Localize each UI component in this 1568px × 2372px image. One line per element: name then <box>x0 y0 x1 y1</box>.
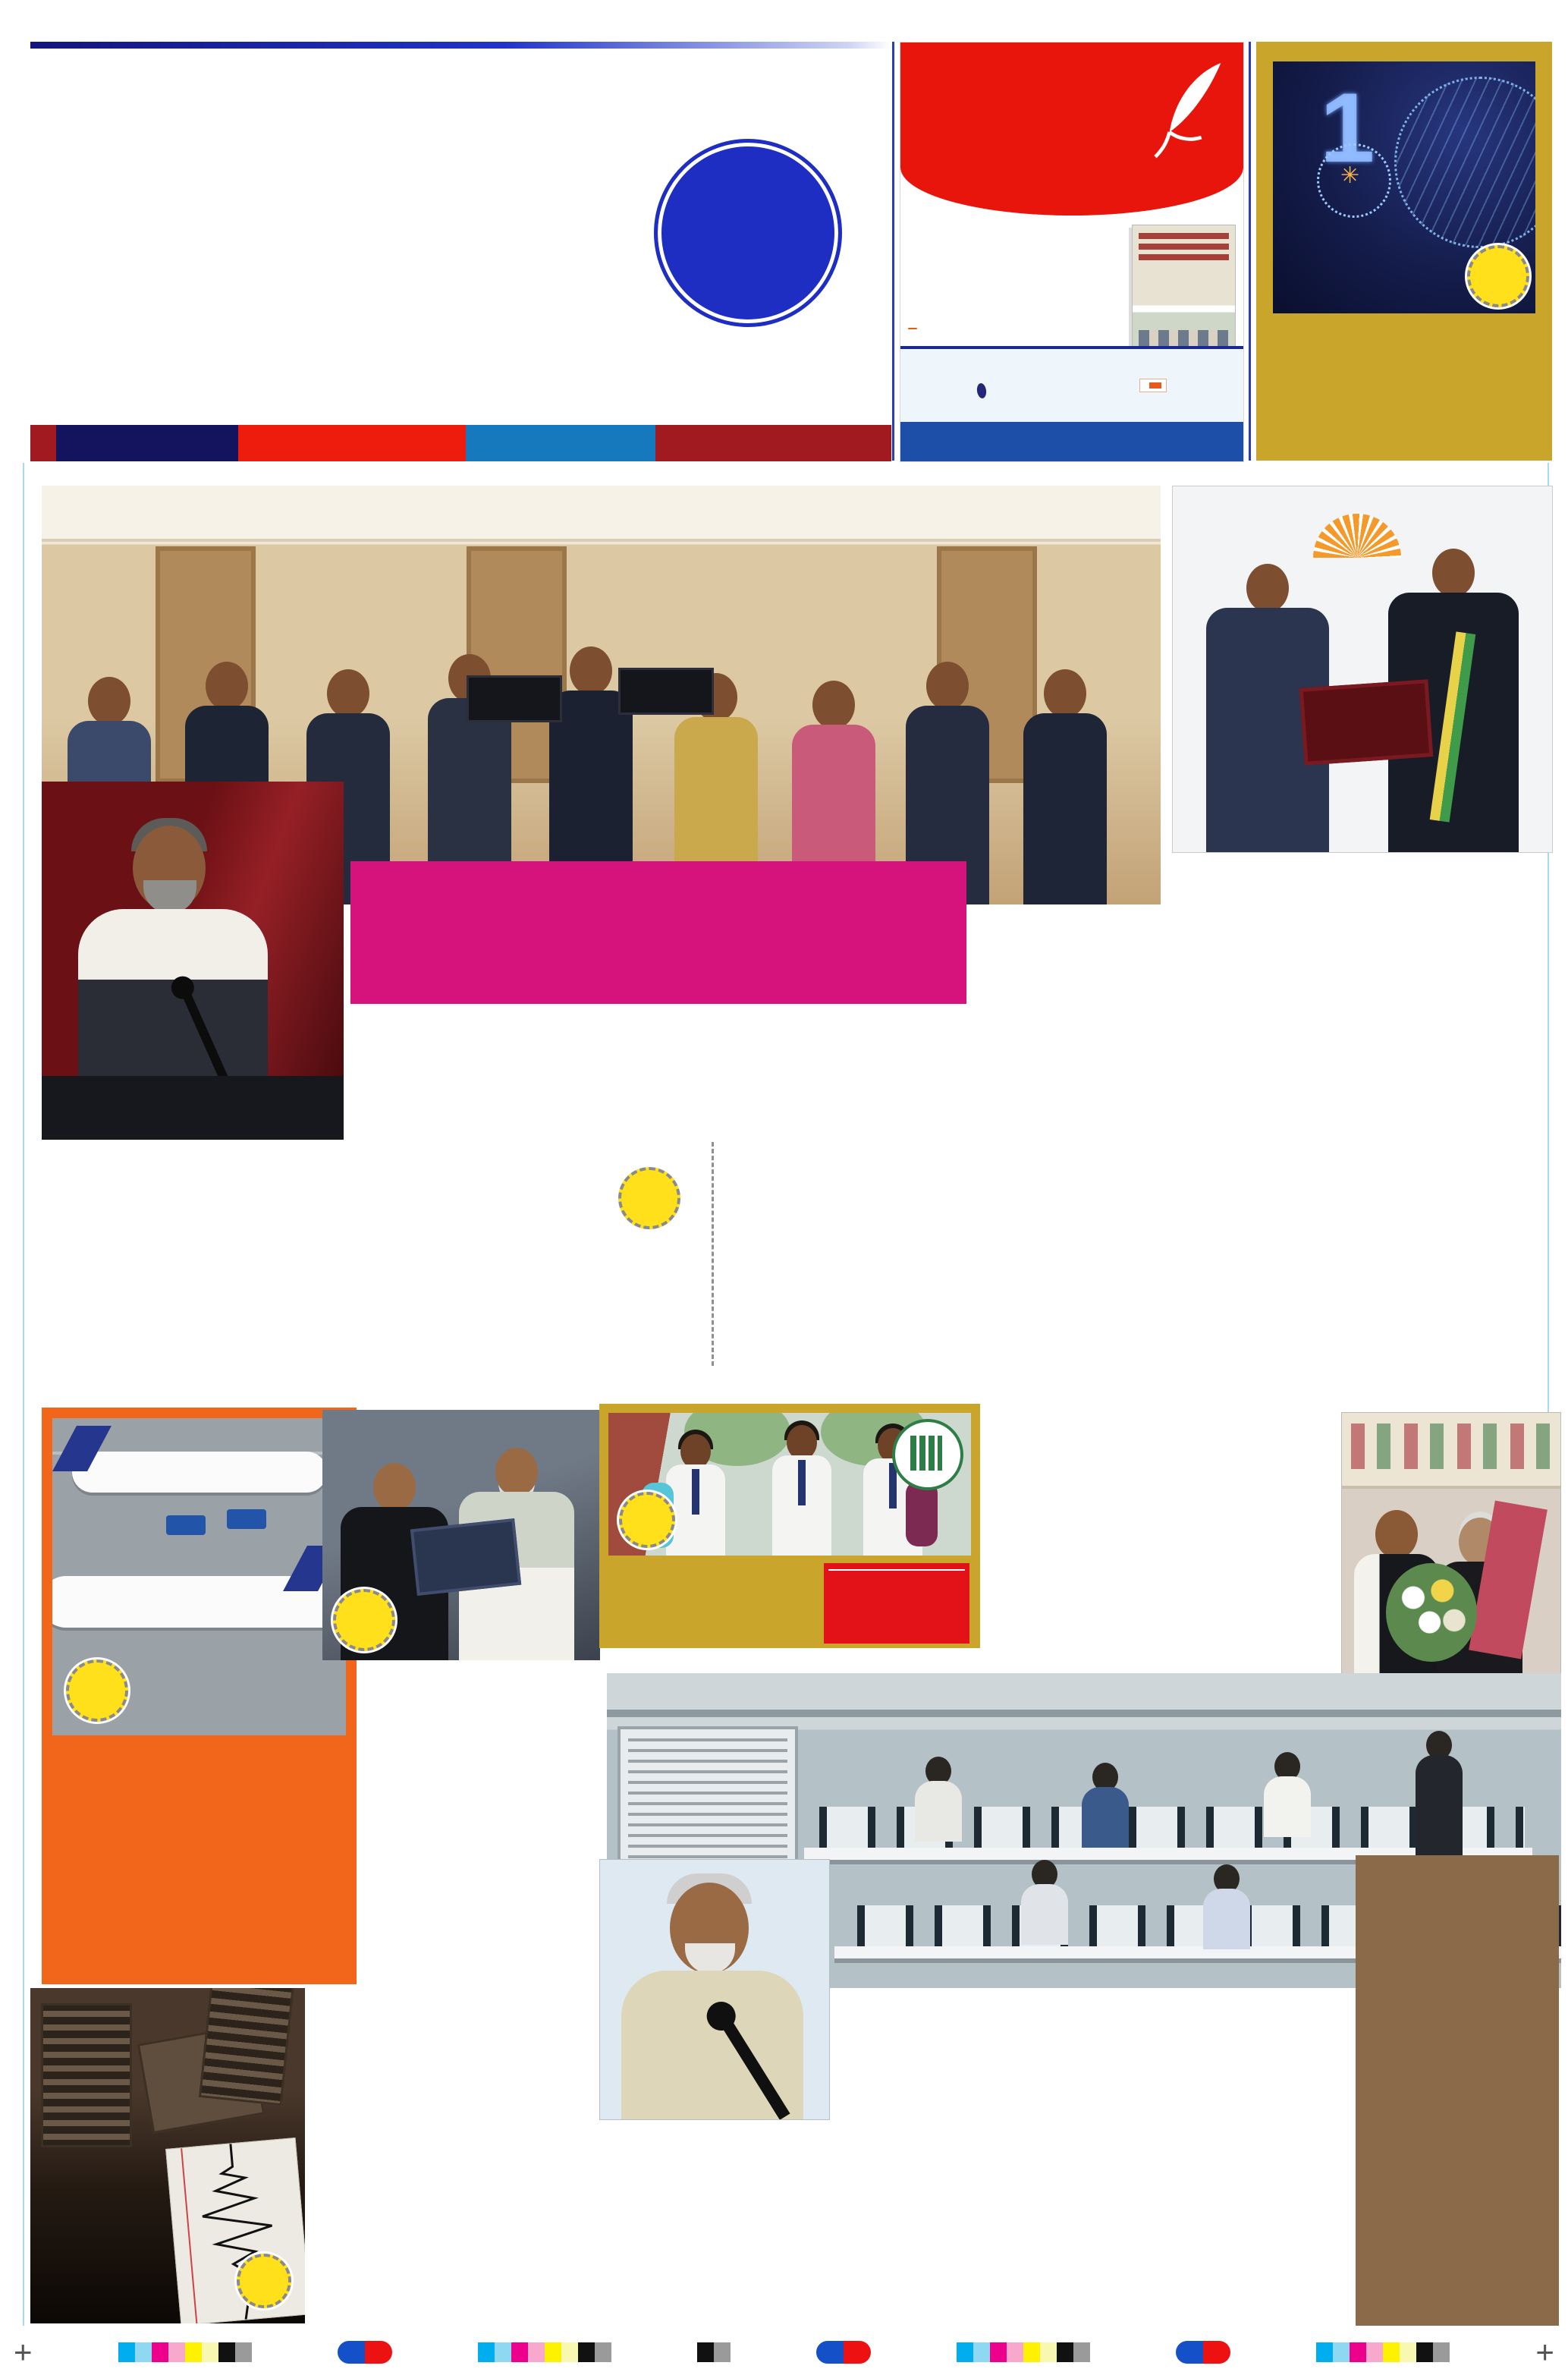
chandrababu-photo <box>599 1859 830 2120</box>
page-2-badge <box>333 1589 395 1651</box>
document-folder <box>410 1518 521 1596</box>
display-box <box>618 668 714 715</box>
page-2-badge <box>618 1167 680 1229</box>
umtv-chip <box>908 328 917 329</box>
page-2-badge <box>619 1492 675 1548</box>
ad-contact-bar <box>900 422 1243 461</box>
revanth-reddy-photo <box>42 782 344 1140</box>
office-person <box>1264 1776 1311 1837</box>
indigo-planes-photo <box>52 1418 346 1735</box>
tenth-exams-box <box>599 1404 980 1648</box>
modi-nadella-photo <box>322 1410 600 1660</box>
service-vehicle <box>227 1509 266 1529</box>
quill-pen-icon <box>1142 58 1233 164</box>
student-figure <box>768 1425 836 1556</box>
lokesh-article <box>1172 867 1563 885</box>
office-person <box>1203 1889 1250 1949</box>
page-2-badge <box>237 2254 291 2308</box>
masthead-logo-news-circle <box>654 139 842 327</box>
lead-headline-kicker <box>350 861 966 1004</box>
header-separator <box>1249 42 1251 461</box>
sonia-body-text <box>994 1412 1329 1708</box>
office-person <box>1021 1884 1068 1945</box>
building-ruin <box>41 2003 132 2147</box>
tenth-schedule-box <box>824 1563 969 1644</box>
color-pill <box>816 2341 871 2364</box>
person-figure <box>1020 669 1110 904</box>
color-pill <box>338 2341 392 2364</box>
drone-number-one: 1 <box>1320 72 1375 183</box>
office-person <box>915 1781 962 1842</box>
gift-box <box>1299 679 1434 766</box>
backpack <box>906 1481 938 1546</box>
color-pill <box>1176 2341 1230 2364</box>
page-2-badge <box>66 1659 128 1722</box>
telangana-rising-ad <box>1256 42 1552 461</box>
telangana-map-ring <box>1317 143 1391 218</box>
gray-patch <box>697 2342 731 2362</box>
japan-earthquake-block <box>30 1988 305 2323</box>
flower-bouquet <box>1386 1563 1477 1662</box>
ad-footer <box>900 346 1243 422</box>
registration-mark: + <box>1535 2334 1554 2370</box>
passengers-panel <box>42 1408 357 1984</box>
sonia-article <box>994 1400 1561 1708</box>
ad-brand-line <box>908 310 1128 335</box>
service-vehicle <box>166 1515 206 1535</box>
print-calibration-strip <box>0 2334 1568 2370</box>
podium <box>42 1076 344 1140</box>
telangana-emblem <box>892 1419 963 1490</box>
tenth-schedule-line1 <box>828 1566 965 1571</box>
ad-footer-brand <box>977 365 986 407</box>
color-bar <box>1316 2342 1450 2362</box>
left-print-guide <box>23 463 24 2326</box>
header-separator <box>892 42 894 461</box>
reporters-wanted-ad <box>900 42 1244 462</box>
registration-mark: + <box>14 2334 33 2370</box>
revenue-sidebar <box>1356 1855 1559 2326</box>
issue-info-bar <box>30 425 891 461</box>
drone-globe <box>1394 77 1535 248</box>
umtv-logo <box>1139 379 1167 392</box>
page-2-badge <box>1467 245 1529 307</box>
masthead-rule <box>30 42 891 49</box>
office-person <box>1416 1755 1463 1869</box>
issue-segment <box>238 425 466 461</box>
students-photo <box>608 1413 971 1556</box>
color-bar <box>957 2342 1090 2362</box>
drone-show-image <box>1273 61 1535 313</box>
column-divider <box>712 1142 714 1366</box>
office-person <box>1082 1787 1129 1848</box>
color-bar <box>118 2342 252 2362</box>
plane-fuselage <box>72 1452 327 1493</box>
tapestry <box>1342 1413 1560 1489</box>
lead-bullet-list <box>47 1140 703 1159</box>
date-segment <box>655 425 891 461</box>
ad-footer-logo-sub <box>976 382 988 398</box>
building-ruin <box>199 1988 294 2106</box>
lokesh-gift-photo <box>1172 486 1553 853</box>
umtv-tv <box>1149 382 1161 389</box>
price-segment <box>466 425 655 461</box>
ad-footer-logo <box>977 365 986 407</box>
sonia-bouquet-photo <box>1341 1412 1561 1708</box>
volume-segment <box>56 425 238 461</box>
ceiling-beam <box>607 1710 1561 1717</box>
photo-ceiling <box>42 486 1161 542</box>
masthead <box>30 42 891 425</box>
display-box <box>467 675 562 722</box>
color-bar <box>478 2342 611 2362</box>
investment-column <box>322 1410 600 1683</box>
